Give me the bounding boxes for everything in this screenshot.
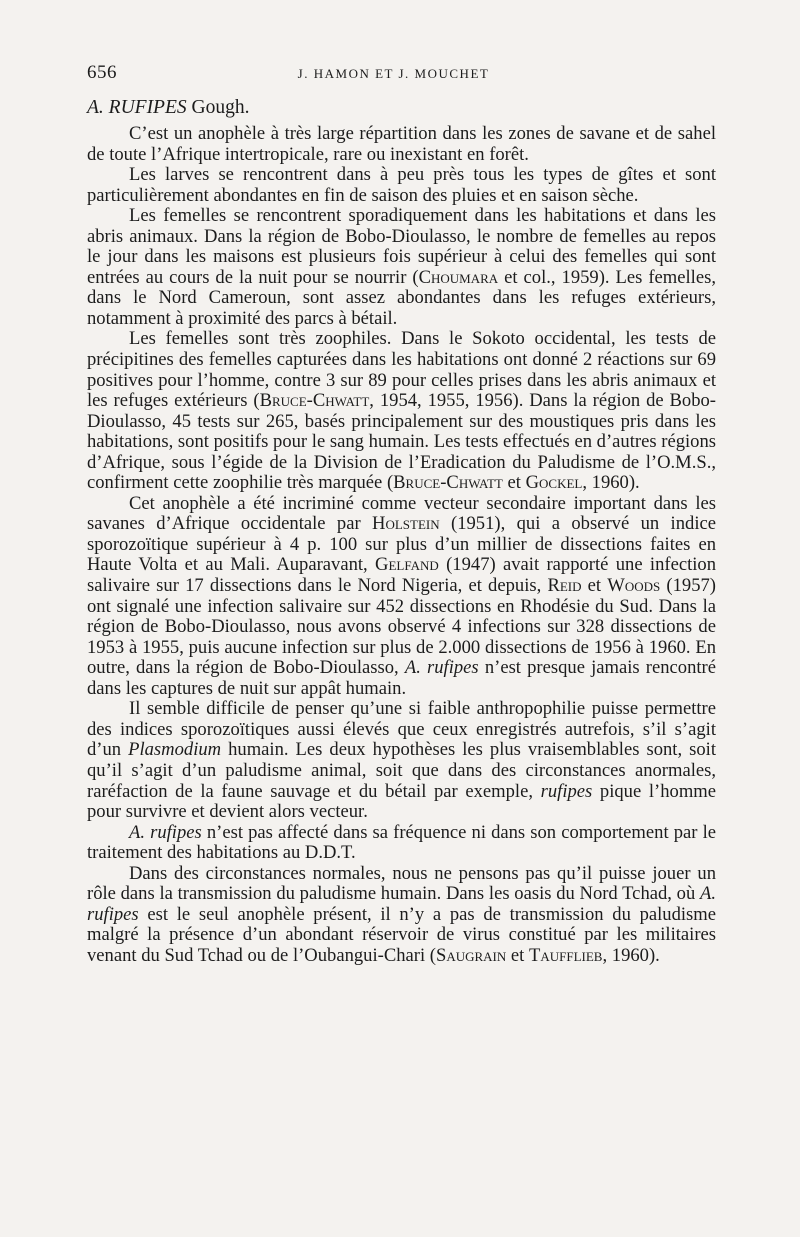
text-run: Les femelles sont très zoophiles. Dans le Sokoto occidental, les tests de précipitines des femelles capturées dans les habitations ont donné 2 réactions sur 69 positives pour l’homme, contre 3 sur 89 pour celles prises dans les abris animaux et les refuges extérieurs (: [87, 328, 716, 412]
paragraph-8: [87, 864, 716, 967]
text-run: et: [502, 472, 526, 494]
species-mention: A. rufipes: [87, 883, 716, 925]
paragraph-2: [87, 165, 716, 206]
text-run: pique l’homme pour survivre et devient alors vecteur.: [87, 780, 716, 823]
paragraph-6: [87, 699, 716, 822]
species-mention: A. rufipes: [404, 657, 479, 679]
section-title: [87, 96, 716, 120]
text-run: Il semble difficile de penser qu’une si faible anthropophilie puisse permettre des indices sporozoïtiques aussi élevés que ceux enregistrés autrefois, s’il s’agit d’un: [87, 698, 716, 761]
text-run: n’est pas affecté dans sa fréquence ni dans son comportement par le traitement des habitations au D.D.T.: [87, 821, 716, 864]
text-run: humain. Les deux hypothèses les plus vraisemblables sont, soit qu’il s’agit d’un paludisme animal, soit que dans des circonstances anormales, raréfaction de la faune sauvage et du bétail par exemple,: [87, 739, 716, 802]
page-number: 656: [87, 62, 117, 83]
text-run: Les femelles se rencontrent sporadiquement dans les habitations et dans les abris animaux. Dans la région de Bobo-Dioulasso, le nombre de femelles au repos le jour dans les maisons est plusieurs fois supérieur à celui des femelles qui sont entrées au cours de la nuit pour se nourrir (: [87, 205, 716, 288]
text-run: (1957) ont signalé une infection salivaire sur 452 dissections en Rhodésie du Sud. Dans la région de Bobo-Dioulasso, nous avons observé 4 infections sur 328 dissections de 1953 à 1955, puis aucune infection sur plus de 2.000 dissections de 1956 à 1960. En outre, dans la région de Bobo-Dioulasso,: [87, 575, 716, 679]
text-run: Dans des circonstances normales, nous ne pensons pas qu’il puisse jouer un rôle dans la transmission du paludisme humain. Dans les oasis du Nord Tchad, où: [87, 862, 716, 905]
citation-author: Gockel: [525, 472, 583, 494]
text-run: et: [581, 575, 608, 597]
citation-author: Woods: [607, 575, 661, 597]
text-run: et col., 1959). Les femelles, dans le Nord Cameroun, sont assez abondantes dans les refuges extérieurs, notamment à proximité des parcs à bétail.: [87, 266, 716, 329]
citation-author: Gelfand: [375, 554, 439, 576]
paragraph-3: [87, 206, 716, 329]
text-run: (1947) avait rapporté une infection salivaire sur 17 dissections dans le Nord Nigeria, et depuis,: [87, 554, 717, 597]
paragraph-1: [87, 124, 716, 165]
paragraph-5: [87, 494, 716, 699]
paragraph-4: [87, 329, 716, 493]
paragraph-7: [87, 823, 716, 864]
species-author: Gough.: [191, 97, 250, 118]
text-run: n’est presque jamais rencontré dans les captures de nuit sur appât humain.: [87, 657, 716, 699]
text-run: C’est un anophèle à très large répartition dans les zones de savane et de sahel de toute l’Afrique intertropicale, rare ou inexistant en forêt.: [87, 123, 716, 165]
text-run: est le seul anophèle présent, il n’y a pas de transmission du paludisme malgré la présence d’un abondant réservoir de virus constitué par les militaires venant du Sud Tchad ou de l’Oubangui-Chari (: [87, 903, 716, 966]
text-run: , 1960).: [602, 944, 660, 966]
citation-author: Tauffliеb: [529, 944, 603, 966]
species-mention: rufipes: [540, 780, 593, 802]
header-authors: J. HAMON ET J. MOUCHET: [297, 66, 490, 81]
body-text: [87, 124, 716, 966]
citation-author: Bruce-Chwatt: [393, 472, 503, 494]
citation-author: Reid: [547, 575, 582, 597]
text-run: Les larves se rencontrent dans à peu près tous les types de gîtes et sont particulièrement abondantes en fin de saison des pluies et en saison sèche.: [87, 164, 716, 206]
species-mention: Plasmodium: [128, 739, 222, 761]
citation-author: Holstein: [372, 513, 440, 535]
citation-author: Bruce-Chwatt: [259, 390, 370, 412]
species-name: A. RUFIPES: [87, 97, 187, 118]
text-run: , 1960).: [582, 472, 640, 494]
text-run: et: [506, 944, 529, 966]
citation-author: Choumara: [418, 266, 499, 288]
species-mention: A. rufipes: [129, 821, 202, 843]
text-run: (1951), qui a observé un indice sporozoïtique supérieur à 4 p. 100 sur plus d’un millier de dissections faites en Haute Volta et au Mali. Auparavant,: [87, 513, 716, 576]
text-run: Cet anophèle a été incriminé comme vecteur secondaire important dans les savanes d’Afrique occidentale par: [87, 492, 716, 535]
text-run: , 1954, 1955, 1956). Dans la région de Bobo-Dioulasso, 45 tests sur 265, basés principalement sur des moustiques pris dans les habitations, sont positifs pour le sang humain. Les tests effectués en d’autres régions d’Afrique, sous l’égide de la Division de l’Eradication du Paludisme de l’O.M.S., confirment cette zoophilie très marquée (: [87, 390, 716, 494]
running-header: [87, 62, 716, 90]
citation-author: Saugrain: [435, 944, 507, 966]
